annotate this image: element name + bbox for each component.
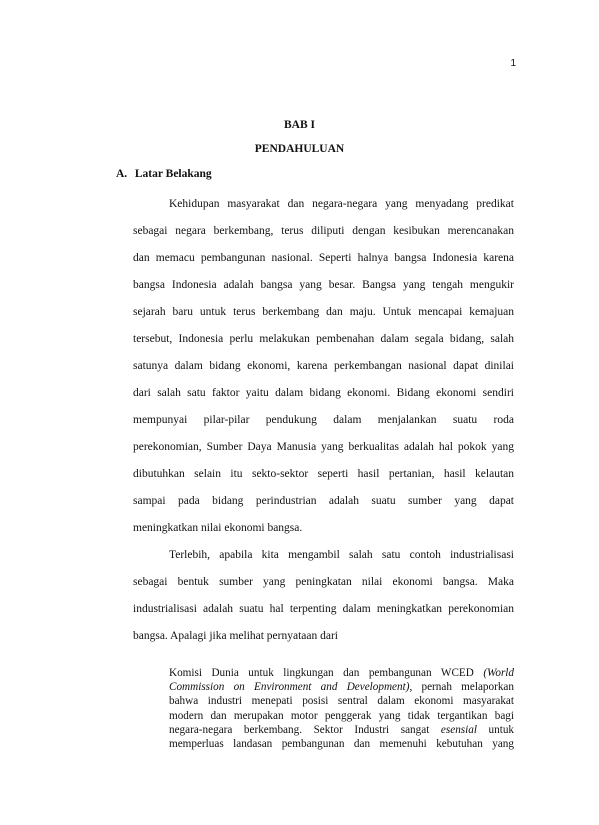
quote-italic-text: esensial: [440, 723, 477, 736]
paragraph-line: bangsa. Apalagi jika melihat pernyataan dari: [133, 630, 339, 642]
paragraph-line: satunya dalam bidang ekonomi, karena perkembangan nasional dapat dinilai: [133, 360, 514, 372]
chapter-title: PENDAHULUAN: [254, 143, 345, 155]
paragraph-line: industrialisasi adalah suatu hal terpenting dalam meningkatkan perekonomian: [133, 603, 514, 615]
quote-line: bahwa industri menepati posisi sentral dalam ekonomi masyarakat: [169, 695, 514, 708]
quote-line: [169, 680, 514, 694]
paragraph-line: Kehidupan masyarakat dan negara-negara yang menyadang predikat: [169, 198, 514, 210]
section-heading: [116, 168, 212, 180]
quote-italic-text: Commission on Environment and Development): [169, 681, 410, 694]
quote-text: negara-negara berkembang. Sektor Industri sangat: [169, 723, 441, 736]
paragraph-line: dibutuhkan selain itu sekto-sektor seperti hasil pertanian, hasil kelautan: [133, 468, 514, 480]
quote-line: memperluas landasan pembangunan dan memenuhi kebutuhan yang: [169, 738, 514, 751]
paragraph-line: mempunyai pilar-pilar pendukung dalam menjalankan suatu roda: [133, 414, 514, 426]
paragraph-line: bangsa Indonesia adalah bangsa yang besar. Bangsa yang tengah mengukir: [133, 279, 514, 291]
paragraph-line: tersebut, Indonesia perlu melakukan pembenahan dalam segala bidang, salah: [133, 333, 514, 345]
paragraph-2: [133, 546, 514, 654]
paragraph-line: sebagai negara berkembang, terus diliputi dengan kesibukan merencanakan: [133, 225, 514, 237]
chapter-heading: [0, 113, 599, 161]
quote-line: [169, 723, 514, 737]
quote-line: modern dan merupakan motor penggerak yang tidak tergantikan bagi: [169, 709, 514, 722]
page-number: 1: [510, 58, 516, 69]
section-letter: A.: [116, 168, 128, 180]
paragraph-line: meningkatkan nilai ekonomi bangsa.: [133, 522, 303, 534]
paragraph-line: Terlebih, apabila kita mengambil salah satu contoh industrialisasi: [169, 549, 514, 561]
paragraph-line: perekonomian, Sumber Daya Manusia yang berkualitas adalah hal pokok yang: [133, 441, 514, 453]
section-title: Latar Belakang: [134, 168, 212, 180]
paragraph-line: sampai pada bidang perindustrian adalah suatu sumber yang dapat: [133, 495, 514, 507]
paragraph-line: sejarah baru untuk terus berkembang dan maju. Untuk mencapai kemajuan: [133, 306, 514, 318]
paragraph-line: sebagai bentuk sumber yang peningkatan nilai ekonomi bangsa. Maka: [133, 576, 514, 588]
quote-text: untuk: [476, 723, 515, 736]
quote-text: , pernah melaporkan: [409, 681, 514, 694]
chapter-number: BAB I: [284, 119, 315, 131]
block-quote: [169, 666, 514, 751]
quote-italic-text: (World: [483, 667, 514, 679]
quote-line: [169, 666, 514, 680]
paragraph-1: [133, 195, 514, 546]
quote-text: Komisi Dunia untuk lingkungan dan pembangunan WCED: [169, 667, 484, 679]
paragraph-line: dari salah satu faktor yaitu dalam bidang ekonomi. Bidang ekonomi sendiri: [133, 387, 514, 399]
paragraph-line: dan memacu pembangunan nasional. Seperti halnya bangsa Indonesia karena: [133, 252, 514, 264]
